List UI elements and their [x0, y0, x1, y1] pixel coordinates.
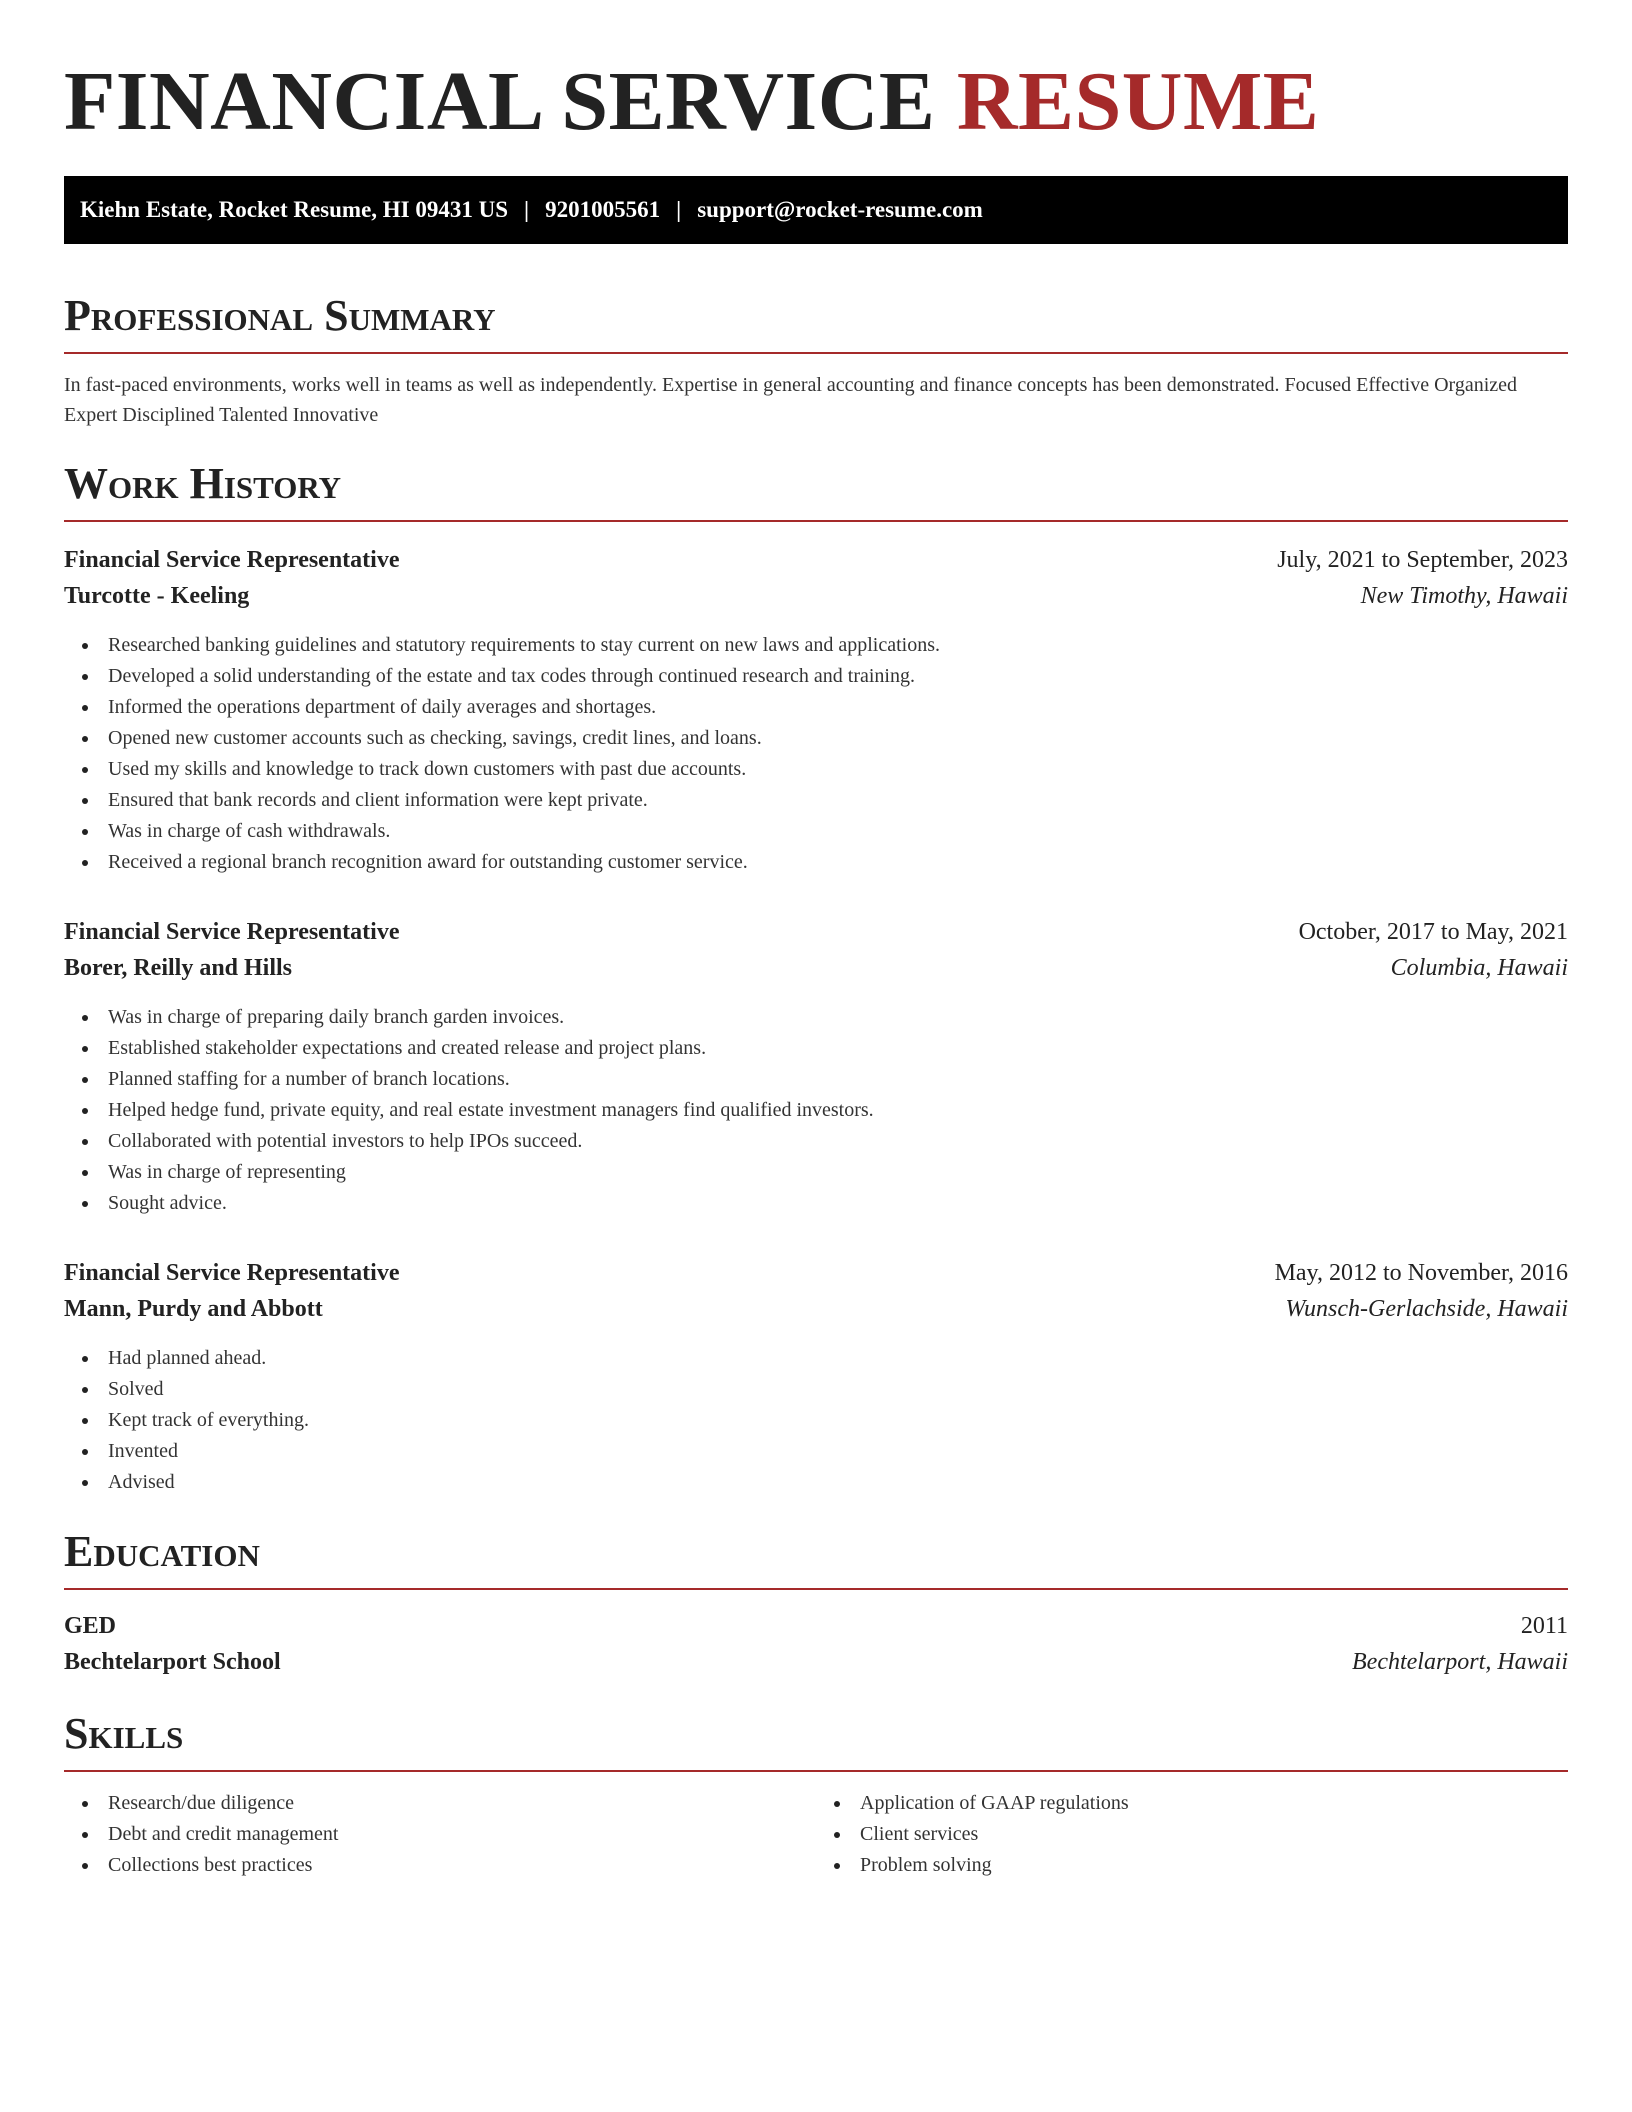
skill-item: Application of GAAP regulations: [860, 1788, 1568, 1819]
skills-grid: [64, 1788, 1568, 1881]
skill-item: Problem solving: [860, 1850, 1568, 1881]
skill-item: Debt and credit management: [108, 1819, 816, 1850]
summary-heading: Professional Summary: [64, 290, 1568, 354]
job-dates: July, 2021 to September, 2023: [1277, 547, 1568, 573]
job-location: Columbia, Hawaii: [1390, 955, 1568, 981]
list-item: Collaborated with potential investors to help IPOs succeed.: [108, 1126, 1568, 1157]
job-bullets: [64, 1343, 1568, 1498]
list-item: Advised: [108, 1467, 1568, 1498]
job-company-row: [64, 950, 1568, 986]
job-company-row: [64, 1291, 1568, 1327]
education-school: Bechtelarport School: [64, 1649, 281, 1675]
job-location: Wunsch-Gerlachside, Hawaii: [1285, 1296, 1568, 1322]
job-header-row: [64, 914, 1568, 950]
list-item: Developed a solid understanding of the estate and tax codes through continued research and training.: [108, 661, 1568, 692]
job-bullets: [64, 1002, 1568, 1219]
list-item: Received a regional branch recognition award for outstanding customer service.: [108, 847, 1568, 878]
title-accent: RESUME: [956, 55, 1320, 148]
contact-phone: 9201005561: [545, 197, 661, 222]
list-item: Solved: [108, 1374, 1568, 1405]
education-entry: [64, 1608, 1568, 1680]
job-company: Mann, Purdy and Abbott: [64, 1296, 323, 1322]
contact-address: Kiehn Estate, Rocket Resume, HI 09431 US: [80, 197, 509, 222]
list-item: Had planned ahead.: [108, 1343, 1568, 1374]
list-item: Sought advice.: [108, 1188, 1568, 1219]
job-dates: October, 2017 to May, 2021: [1298, 919, 1568, 945]
contact-bar: [64, 176, 1568, 244]
job-entry: [64, 914, 1568, 1219]
work-history-heading: Work History: [64, 458, 1568, 522]
summary-text: In fast-paced environments, works well in teams as well as independently. Expertise in general accounting and finance concepts has been demonstrated. Focused Effective Organized Expert Disciplined Talented Innovative: [64, 374, 1518, 426]
job-entry: [64, 1255, 1568, 1498]
job-location: New Timothy, Hawaii: [1360, 583, 1568, 609]
list-item: Was in charge of preparing daily branch garden invoices.: [108, 1002, 1568, 1033]
contact-email: support@rocket-resume.com: [697, 197, 983, 222]
skills-column-left: [64, 1788, 816, 1881]
job-header-row: [64, 542, 1568, 578]
skill-item: Client services: [860, 1819, 1568, 1850]
list-item: Kept track of everything.: [108, 1405, 1568, 1436]
education-school-row: [64, 1644, 1568, 1680]
job-company-row: [64, 578, 1568, 614]
list-item: Was in charge of representing: [108, 1157, 1568, 1188]
list-item: Ensured that bank records and client information were kept private.: [108, 785, 1568, 816]
list-item: Informed the operations department of daily averages and shortages.: [108, 692, 1568, 723]
job-title: Financial Service Representative: [64, 547, 400, 573]
document-title: [64, 52, 1568, 152]
skill-item: Research/due diligence: [108, 1788, 816, 1819]
education-degree: GED: [64, 1613, 117, 1639]
list-item: Helped hedge fund, private equity, and real estate investment managers find qualified investors.: [108, 1095, 1568, 1126]
contact-separator: |: [524, 197, 530, 222]
skills-column-right: [816, 1788, 1568, 1881]
list-item: Researched banking guidelines and statutory requirements to stay current on new laws and applications.: [108, 630, 1568, 661]
job-title: Financial Service Representative: [64, 919, 400, 945]
contact-separator: |: [676, 197, 682, 222]
job-title: Financial Service Representative: [64, 1260, 400, 1286]
job-entry: [64, 542, 1568, 878]
education-heading: Education: [64, 1526, 1568, 1590]
list-item: Was in charge of cash withdrawals.: [108, 816, 1568, 847]
title-main: FINANCIAL SERVICE: [64, 55, 936, 148]
job-bullets: [64, 630, 1568, 878]
list-item: Opened new customer accounts such as checking, savings, credit lines, and loans.: [108, 723, 1568, 754]
job-company: Borer, Reilly and Hills: [64, 955, 293, 981]
list-item: Invented: [108, 1436, 1568, 1467]
list-item: Established stakeholder expectations and created release and project plans.: [108, 1033, 1568, 1064]
education-year: 2011: [1520, 1613, 1568, 1639]
job-dates: May, 2012 to November, 2016: [1274, 1260, 1568, 1286]
skills-heading: Skills: [64, 1708, 1568, 1772]
job-header-row: [64, 1255, 1568, 1291]
skill-item: Collections best practices: [108, 1850, 816, 1881]
education-location: Bechtelarport, Hawaii: [1352, 1649, 1568, 1675]
list-item: Planned staffing for a number of branch locations.: [108, 1064, 1568, 1095]
education-degree-row: [64, 1608, 1568, 1644]
job-company: Turcotte - Keeling: [64, 583, 250, 609]
list-item: Used my skills and knowledge to track down customers with past due accounts.: [108, 754, 1568, 785]
